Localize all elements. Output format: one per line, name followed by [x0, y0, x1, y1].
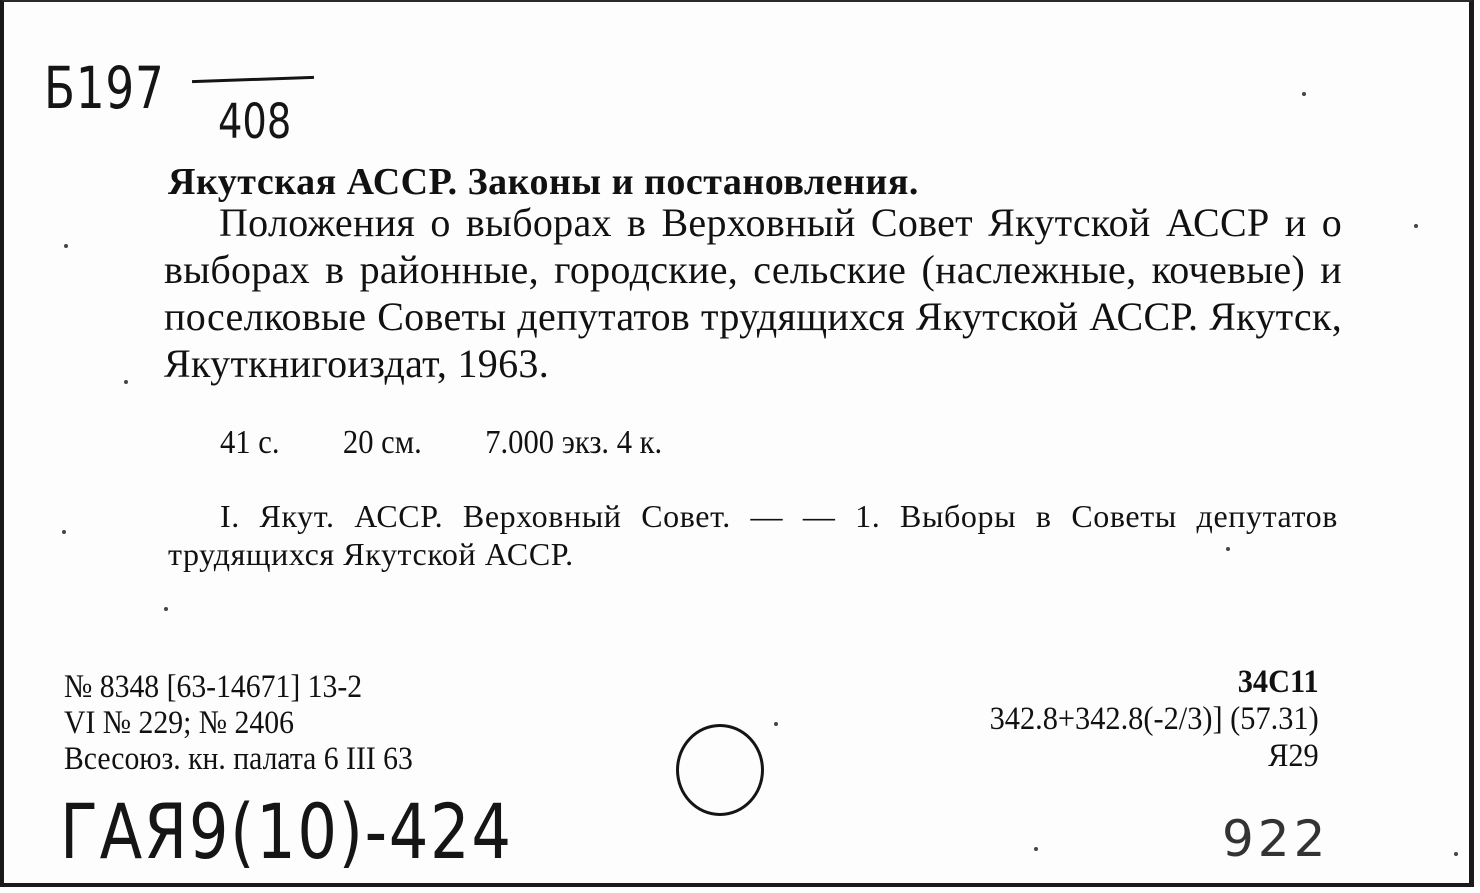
classification-block [961, 664, 1319, 775]
speck [1454, 852, 1458, 856]
speck [124, 380, 128, 384]
handwritten-call-number: Б197 [44, 54, 165, 122]
page-count: 41 с. [220, 424, 280, 461]
bibliographic-description: Положения о выборах в Верховный Совет Якутской АССР и о выборах в районные, городские, сельские (наслежные, кочевые) и поселковые Советы депутатов трудящихся Якутской АССР. Якутск, Якуткнигоиздат, 1963. [164, 200, 1342, 386]
collation-line [220, 424, 718, 462]
speck [64, 244, 68, 248]
classification-code: 34С11 [1238, 664, 1319, 700]
copies-and-price: 7.000 экз. 4 к. [485, 424, 663, 461]
speck [1034, 847, 1038, 851]
speck [164, 607, 168, 611]
card-heading: Якутская АССР. Законы и постановления. [168, 161, 919, 203]
registry-block [64, 669, 413, 777]
handwritten-accession-number: 408 [218, 94, 292, 150]
registry-line-3: Всесоюз. кн. палата 6 III 63 [64, 741, 413, 777]
author-mark: Я29 [1268, 738, 1319, 774]
classification-index: 342.8+342.8(-2/3)] (57.31) [989, 701, 1319, 737]
speck [1226, 547, 1230, 551]
fraction-line [192, 76, 314, 83]
speck [774, 722, 778, 726]
speck [62, 530, 66, 534]
handwritten-corner-mark: 922 [1222, 810, 1330, 868]
subject-tracing: I. Якут. АССР. Верховный Совет. — — 1. Выборы в Советы депутатов трудящихся Якутской АССР. [168, 498, 1338, 572]
punch-hole [676, 724, 764, 816]
handwritten-shelf-mark: ГАЯ9(10)-424 [60, 787, 513, 876]
registry-line-1: № 8348 [63-14671] 13-2 [64, 669, 363, 705]
speck [1414, 224, 1418, 228]
registry-line-2: VI № 229; № 2406 [64, 705, 294, 741]
book-size: 20 см. [342, 424, 422, 461]
speck [1302, 92, 1306, 96]
